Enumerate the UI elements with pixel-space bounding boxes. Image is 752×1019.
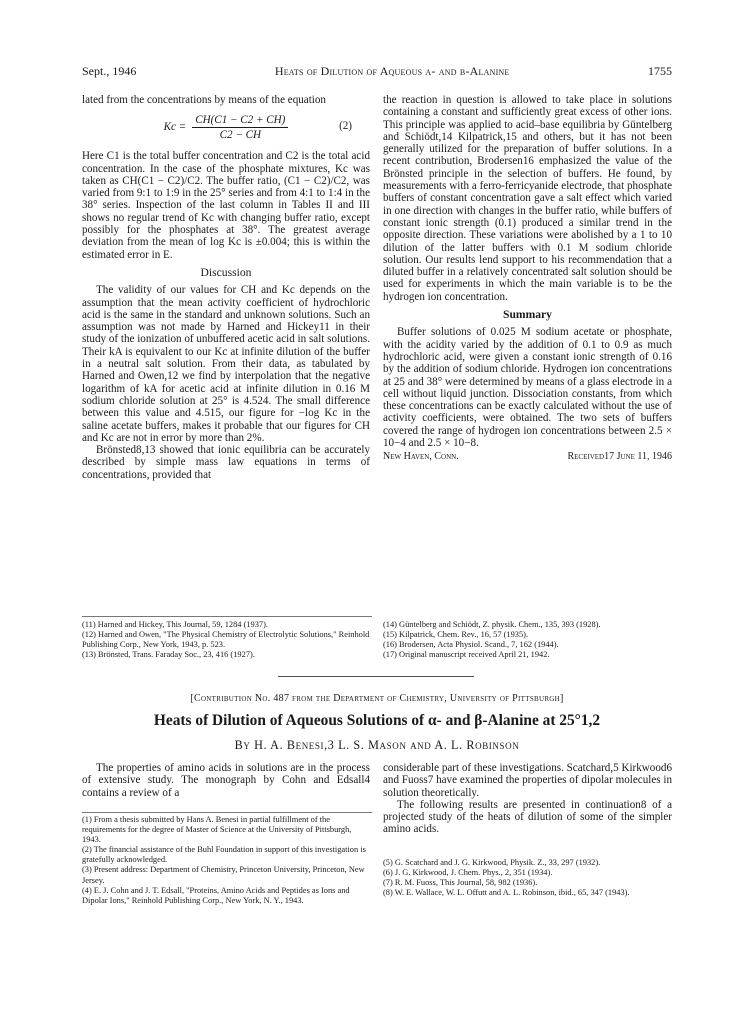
footnote: (17) Original manuscript received April 21, 1942. <box>383 650 550 660</box>
footnote: (15) Kilpatrick, Chem. Rev., 16, 57 (1935). <box>383 630 529 640</box>
left-para-4: Brönsted8,13 showed that ionic equilibria can be accurately described by simple mass law equations in terms of concentrations, provided that <box>82 444 370 481</box>
running-head-title: Heats of Dilution of Aqueous α- and β-Alanine <box>274 64 510 78</box>
equation-2 <box>82 110 370 144</box>
footnote: (13) Brönsted, Trans. Faraday Soc., 23, 416 (1927). <box>82 650 255 660</box>
equation-lhs: Kc = <box>163 121 187 134</box>
footnotes-top-left <box>82 616 372 660</box>
right-column <box>383 94 672 464</box>
footnote: (5) G. Scatchard and J. G. Kirkwood, Physik. Z., 33, 297 (1932). <box>383 858 601 867</box>
intro-right-column <box>383 762 672 836</box>
footnote: (1) From a thesis submitted by Hans A. Benesi in partial fulfillment of the requirements for the degree of Master of Science at the University of Pittsburgh, 1943. <box>82 812 372 845</box>
footnote: (2) The financial assistance of the Buhl Foundation in support of this investigation is gratefully acknowledged. <box>82 845 366 865</box>
equation-numerator: CH(C1 − C2 + CH) <box>192 114 288 128</box>
left-para-3: The validity of our values for CH and Kc depends on the assumption that the mean activity coefficient of hydrochloric acid is the same in the standard and unknown solutions. Such an assumption was not made by Harned and Hickey11 in their study of the ionization of unbuffered acetic acid in salt solutions. Their kA is equivalent to our Kc at infinite dilution of the buffer in a neutral salt solution. From their data, as tabulated by Harned and Owen,12 we find by interpolation that the negative logarithm of kA for acetic acid at infinite dilution in 0.16 M sodium chloride solution at 25° is 4.524. The small difference between this value and 4.515, our figure for −log Kc in the saline acetate buffers, makes it probable that our figures for CH and Kc are not in error by more than 2%. <box>82 284 370 444</box>
equation-number: (2) <box>339 120 352 133</box>
footnote: (8) W. E. Wallace, W. L. Offutt and A. L. Robinson, ibid., 65, 347 (1943). <box>383 888 630 898</box>
left-para-2: Here C1 is the total buffer concentration and C2 is the total acid concentration. In the case of the phosphate mixtures, Kc was taken as CH(C1 − C2)/C2. The buffer ratio, (C1 − C2)/C2, was varied from 9:1 to 1:9 in the 25° series and from 4:1 to 1:4 in the 38° series. Inspection of the last column in Tables II and III shows no regular trend of Kc with changing buffer ratio, except possibly for the phosphates at 38°. The greatest average deviation from the mean of log Kc is ±0.004; this is within the estimated error in E. <box>82 150 370 261</box>
left-column <box>82 94 370 481</box>
right-para-1: the reaction in question is allowed to take place in solutions containing a constant and sufficiently great excess of other ions. This principle was applied to acid–base equilibria by Güntelberg and Schiödt,14 Kilpatrick,15 and others, but it has not been generally utilized for the preparation of buffer solutions. In a recent contribution, Brodersen16 emphasized the value of the Brönsted principle in the selection of buffers. He found, by measurements with a ferro-ferricyanide electrode, that phosphate buffers of constant concentration gave a salt effect which varied in one direction with changes in the buffer ratio, while buffers of constant ionic strength (0.1) produced a similar trend in the opposite direction. These variations were abolished by a 1 to 10 dilution of the latter buffers with 0.1 M sodium chloride solution. Our results lend support to his recommendation that a diluted buffer in a relatively concentrated salt solution should be used for experiments in which the main variable is to be the hydrogen ion concentration. <box>383 94 672 303</box>
place: New Haven, Conn. <box>383 451 459 463</box>
footnotes-bottom-left <box>82 812 372 906</box>
left-para-1: lated from the concentrations by means of the equation <box>82 94 326 106</box>
intro-right-para-2: The following results are presented in continuation8 of a projected study of the heats of dilution of some of the simpler amino acids. <box>383 798 672 836</box>
footnote: (4) E. J. Cohn and J. T. Edsall, "Proteins, Amino Acids and Peptides as Ions and Dipolar Ions," Reinhold Publishing Corp., New York, N. Y., 1943. <box>82 885 350 905</box>
article-separator-rule <box>278 676 474 677</box>
received-date: Received17 June 11, 1946 <box>567 451 672 463</box>
equation-fraction <box>192 114 288 142</box>
footnotes-bottom-right <box>383 858 672 898</box>
equation-denominator: C2 − CH <box>219 128 261 141</box>
heading-summary: Summary <box>503 308 552 322</box>
heading-discussion: Discussion <box>200 265 252 279</box>
contribution-line: [Contribution No. 487 from the Department of Chemistry, University of Pittsburgh] <box>190 693 564 704</box>
running-head <box>82 64 672 80</box>
page-number: 1755 <box>648 64 672 78</box>
footnote: (7) R. M. Fuoss, This Journal, 58, 982 (1936). <box>383 878 538 888</box>
signoff <box>383 451 672 463</box>
footnote: (3) Present address: Department of Chemistry, Princeton University, Princeton, New Jersey. <box>82 865 365 885</box>
intro-left-para: The properties of amino acids in solutions are in the process of extensive study. The monograph by Cohn and Edsall4 contains a review of a <box>82 762 370 799</box>
article-title: Heats of Dilution of Aqueous Solutions of α- and β-Alanine at 25°1,2 <box>153 712 601 729</box>
footnote: (16) Brodersen, Acta Physiol. Scand., 7, 162 (1944). <box>383 640 559 650</box>
footnote: (12) Harned and Owen, "The Physical Chemistry of Electrolytic Solutions," Reinhold Publishing Corp., New York, 1943, p. 523. <box>82 630 370 650</box>
footnote: (14) Güntelberg and Schiödt, Z. physik. Chem., 135, 393 (1928). <box>383 620 601 629</box>
article-authors: By H. A. Benesi,3 L. S. Mason and A. L. Robinson <box>234 738 520 752</box>
intro-left-column <box>82 762 370 799</box>
footnote: (11) Harned and Hickey, This Journal, 59, 1284 (1937). <box>82 620 268 629</box>
footnotes-top-right <box>383 616 672 660</box>
running-head-date: Sept., 1946 <box>82 64 137 78</box>
intro-right-para-1: considerable part of these investigations. Scatchard,5 Kirkwood6 and Fuoss7 have examined the properties of dipolar molecules in solution theoretically. <box>383 762 672 799</box>
right-para-2: Buffer solutions of 0.025 M sodium acetate or phosphate, with the acidity varied by the addition of 0.1 to 0.9 as much hydrochloric acid, were given a constant ionic strength of 0.16 by the addition of sodium chloride. Hydrogen ion concentrations at 25 and 38° were determined by means of a glass electrode in a cell without liquid junction. Dissociation constants, from which these concentrations can be exactly calculated without the use of activity coefficients, were obtained. The two sets of buffers covered the range of hydrogen ion concentrations between 2.5 × 10−4 and 2.5 × 10−8. <box>383 326 672 450</box>
footnote: (6) J. G. Kirkwood, J. Chem. Phys., 2, 351 (1934). <box>383 868 553 878</box>
